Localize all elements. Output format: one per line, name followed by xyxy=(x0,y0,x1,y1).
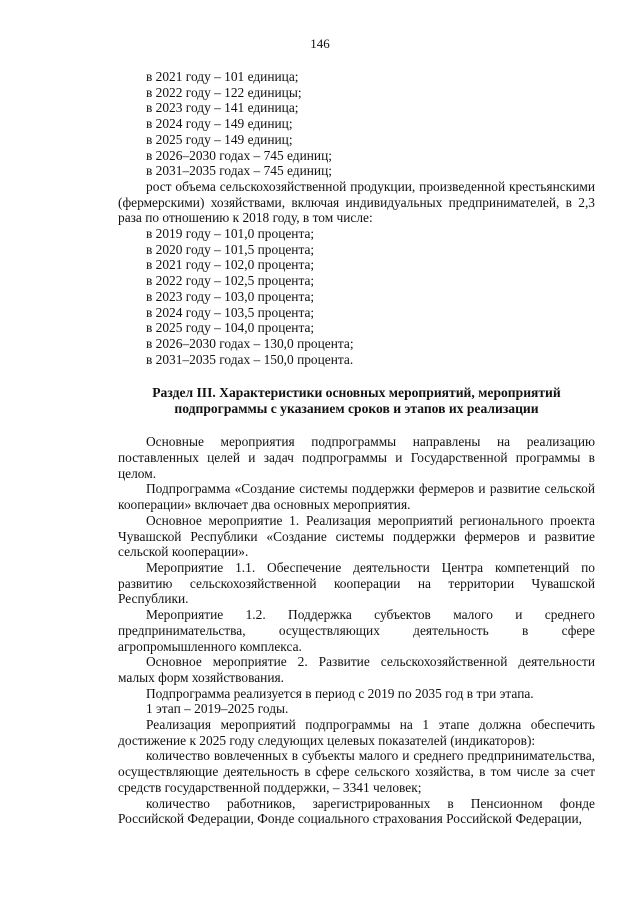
list-item: в 2023 году – 103,0 процента; xyxy=(146,288,315,304)
section-title-line: Раздел III. Характеристики основных мероприятий, мероприятий xyxy=(152,385,561,401)
list-item: в 2024 году – 149 единиц; xyxy=(146,116,293,132)
paragraph: Подпрограмма «Создание системы поддержки фермеров и развитие сельской кооперации» включает два основных мероприятия. xyxy=(118,481,595,513)
list-item: в 2020 году – 101,5 процента; xyxy=(146,241,315,257)
list-item: в 2023 году – 141 единица; xyxy=(146,100,299,116)
list-item: в 2025 году – 149 единиц; xyxy=(146,131,293,147)
list-item: в 2026–2030 годах – 745 единиц; xyxy=(146,147,332,163)
paragraph: Мероприятие 1.2. Поддержка субъектов малого и среднего предпринимательства, осуществляющих деятельность в сфере агропромышленного комплекса. xyxy=(118,607,595,654)
list-item: в 2022 году – 122 единицы; xyxy=(146,84,302,100)
list-item: в 2026–2030 годах – 130,0 процента; xyxy=(146,335,354,351)
paragraph: количество работников, зарегистрированных в Пенсионном фонде Российской Федерации, Фонде социального страхования Российской Федерации, xyxy=(118,795,595,827)
list-item: в 2031–2035 годах – 745 единиц; xyxy=(146,163,332,179)
list-item: в 2024 году – 103,5 процента; xyxy=(146,304,315,320)
list-item: в 2021 году – 101 единица; xyxy=(146,69,299,84)
section-title xyxy=(118,385,595,417)
list-item: в 2031–2035 годах – 150,0 процента. xyxy=(146,351,354,367)
paragraph-growth: рост объема сельскохозяйственной продукции, произведенной крестьянскими (фермерскими) хозяйствами, включая индивидуальных предпринимателей, в 2,3 раза по отношению к 2018 году, в том числе: xyxy=(118,178,595,226)
list-item: в 2022 году – 102,5 процента; xyxy=(146,273,315,289)
page-content xyxy=(118,69,595,827)
list-item: в 2025 году – 104,0 процента; xyxy=(146,320,315,336)
list-item: в 2019 году – 101,0 процента; xyxy=(146,226,315,242)
section-title-line: подпрограммы с указанием сроков и этапов их реализации xyxy=(174,401,539,417)
paragraph: Реализация мероприятий подпрограммы на 1 этапе должна обеспечить достижение к 2025 году следующих целевых показателей (индикаторов): xyxy=(118,717,595,748)
page-number: 146 xyxy=(310,36,330,51)
paragraph: Подпрограмма реализуется в период с 2019 по 2035 год в три этапа. xyxy=(146,685,534,701)
paragraph: Мероприятие 1.1. Обеспечение деятельности Центра компетенций по развитию сельскохозяйственной кооперации на территории Чувашской Республики. xyxy=(118,559,595,607)
paragraph: Основное мероприятие 1. Реализация мероприятий регионального проекта Чувашской Республики «Создание системы поддержки фермеров и развитие сельской кооперации». xyxy=(118,512,595,560)
paragraph: количество вовлеченных в субъекты малого и среднего предпринимательства, осуществляющие деятельность в сфере сельского хозяйства, в том числе за счет средств государственной поддержки, – 3341 человек; xyxy=(118,748,595,795)
paragraph: Основные мероприятия подпрограммы направлены на реализацию поставленных целей и задач подпрограммы и Государственной программы в целом. xyxy=(118,434,595,481)
list-item: в 2021 году – 102,0 процента; xyxy=(146,257,315,273)
paragraph: 1 этап – 2019–2025 годы. xyxy=(146,701,289,717)
paragraph: Основное мероприятие 2. Развитие сельскохозяйственной деятельности малых форм хозяйствования. xyxy=(118,654,595,685)
